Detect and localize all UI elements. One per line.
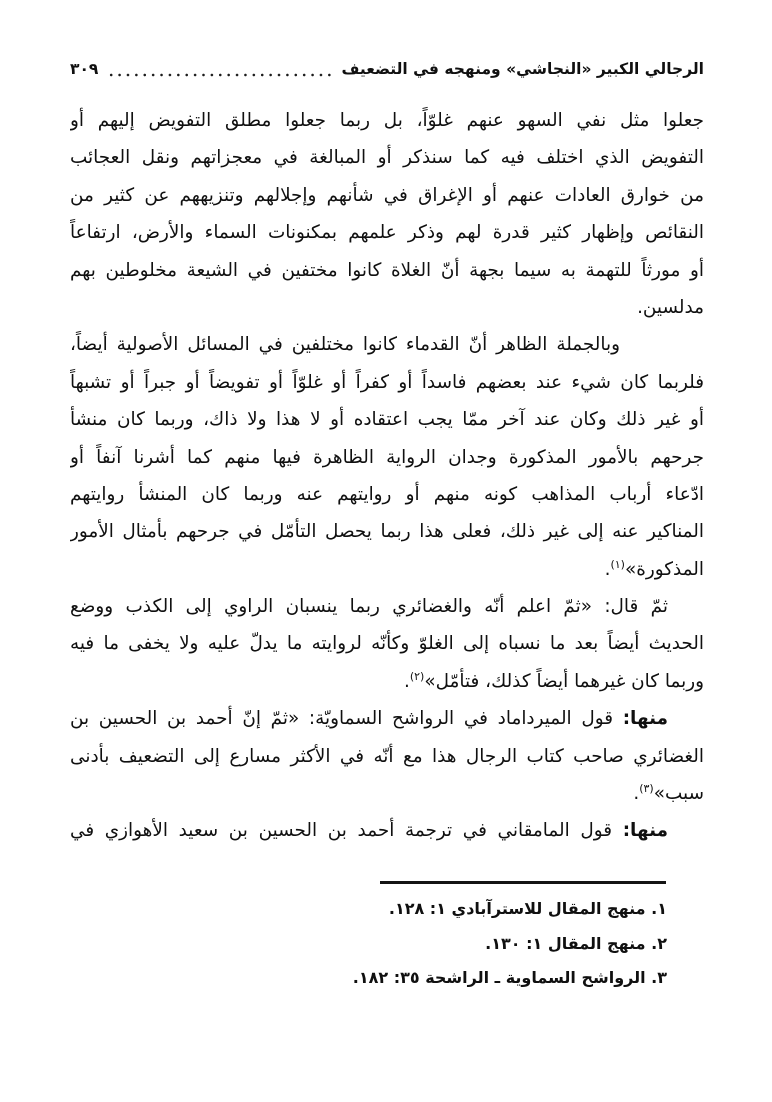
footnote-marker-1: (١) [610,557,625,571]
text-line: المناكير عنه إلى غير ذلك، فعلى هذا ربما يحصل التأمّل في جرحهم بأمثال الأمور [70,521,704,543]
text-line: ثمّ قال: «ثمّ اعلم أنّه والغضائري ربما ينسبان الراوي إلى الكذب ووضع [70,596,668,618]
text-line: جعلوا مثل نفي السهو عنهم غلوّاً، بل ربما جعلوا مطلق التفويض إليهم أو [70,110,704,131]
text-line: ادّعاء أرباب المذاهب كونه منهم أو روايتهم عنه وربما كان المنشأ روايتهم [70,483,704,505]
text-line: الحديث أيضاً بعد ما نسباه إلى الغلوّ وكأنّه لروايته ما يدلّ عليه ولا يخفى ما فيه [70,633,704,655]
text-line [70,663,704,700]
text-line: الغضائري صاحب كتاب الرجال هذا مع أنّه في الأكثر مسارع إلى التضعيف بأدنى [70,745,704,767]
footnote-marker-3: (٣) [639,781,654,795]
text-line: جرحهم بالأمور المذكورة وجدان الرواية الظاهرة فيها منهم كما أشرنا آنفاً أو [70,446,704,468]
text-run: قول المامقاني في ترجمة أحمد بن الحسين بن سعيد الأهوازي في [70,820,623,842]
text-line: مدلسين. [637,296,704,318]
text-line: وبالجملة الظاهر أنّ القدماء كانوا مختلفين في المسائل الأصولية أيضاً، [70,334,620,356]
text-line [70,551,704,588]
text-line: أو مورثاً للتهمة به سيما بجهة أنّ الغلاة كانوا مختفين في الشيعة مخلوطين بهم [70,259,704,281]
footnote-item: ١. منهج المقال للاسترآبادي ١: ١٢٨. [388,899,667,918]
footnotes [187,892,667,996]
text-run: . [604,558,611,580]
text-line [70,700,704,737]
dot-leader [107,71,334,79]
page-number: ٣٠٩ [70,60,99,78]
footnote-divider [380,881,666,884]
text-line [70,775,704,812]
footnote-item: ٢. منهج المقال ١: ١٣٠. [485,933,667,953]
text-line: التفويض الذي اختلف فيه كما سنذكر أو المبالغة في معجزاتهم ونقل العجائب [70,147,704,169]
text-run: قول الميرداماد في الرواشح السماويّة: «ثمّ إنّ أحمد بن الحسين بن [70,708,623,730]
text-line: من خوارق العادات عنهم أو الإغراق في شأنهم وإجلالهم وتنزيههم عن كثير من [70,184,704,206]
footnote-item: ٣. الرواشح السماوية ـ الراشحة ٣٥: ١٨٢. [352,968,667,987]
page-header [70,56,704,82]
text-run: المذكورة» [624,558,704,580]
paragraph-lead: منها: [622,820,668,842]
body-text [70,102,704,850]
text-run: . [633,783,640,805]
text-line: أو غير ذلك وكان عند آخر ممّا يجب اعتقاده أو لا هذا ولا ذاك، وربما كان منشأ [70,409,704,431]
footnote-marker-2: (٢) [409,669,425,683]
text-line: فلربما كان شيء عند بعضهم فاسداً أو كفراً أو غلوّاً أو تفويضاً أو جبراً أو تشبهاً [70,371,704,393]
text-line: النقائص وإظهار كثير قدرة لهم وذكر علمهم بمكنونات السماء والأرض، ارتفاعاً [70,222,704,244]
text-run: وربما كان غيرهما أيضاً كذلك، فتأمّل» [424,670,704,692]
paragraph-lead: منها: [622,708,668,730]
text-run: . [403,670,410,692]
running-title: الرجالي الكبير «النجاشي» ومنهجه في التضعيف [341,60,704,78]
text-run: سبب» [653,783,704,805]
text-line [70,812,704,849]
